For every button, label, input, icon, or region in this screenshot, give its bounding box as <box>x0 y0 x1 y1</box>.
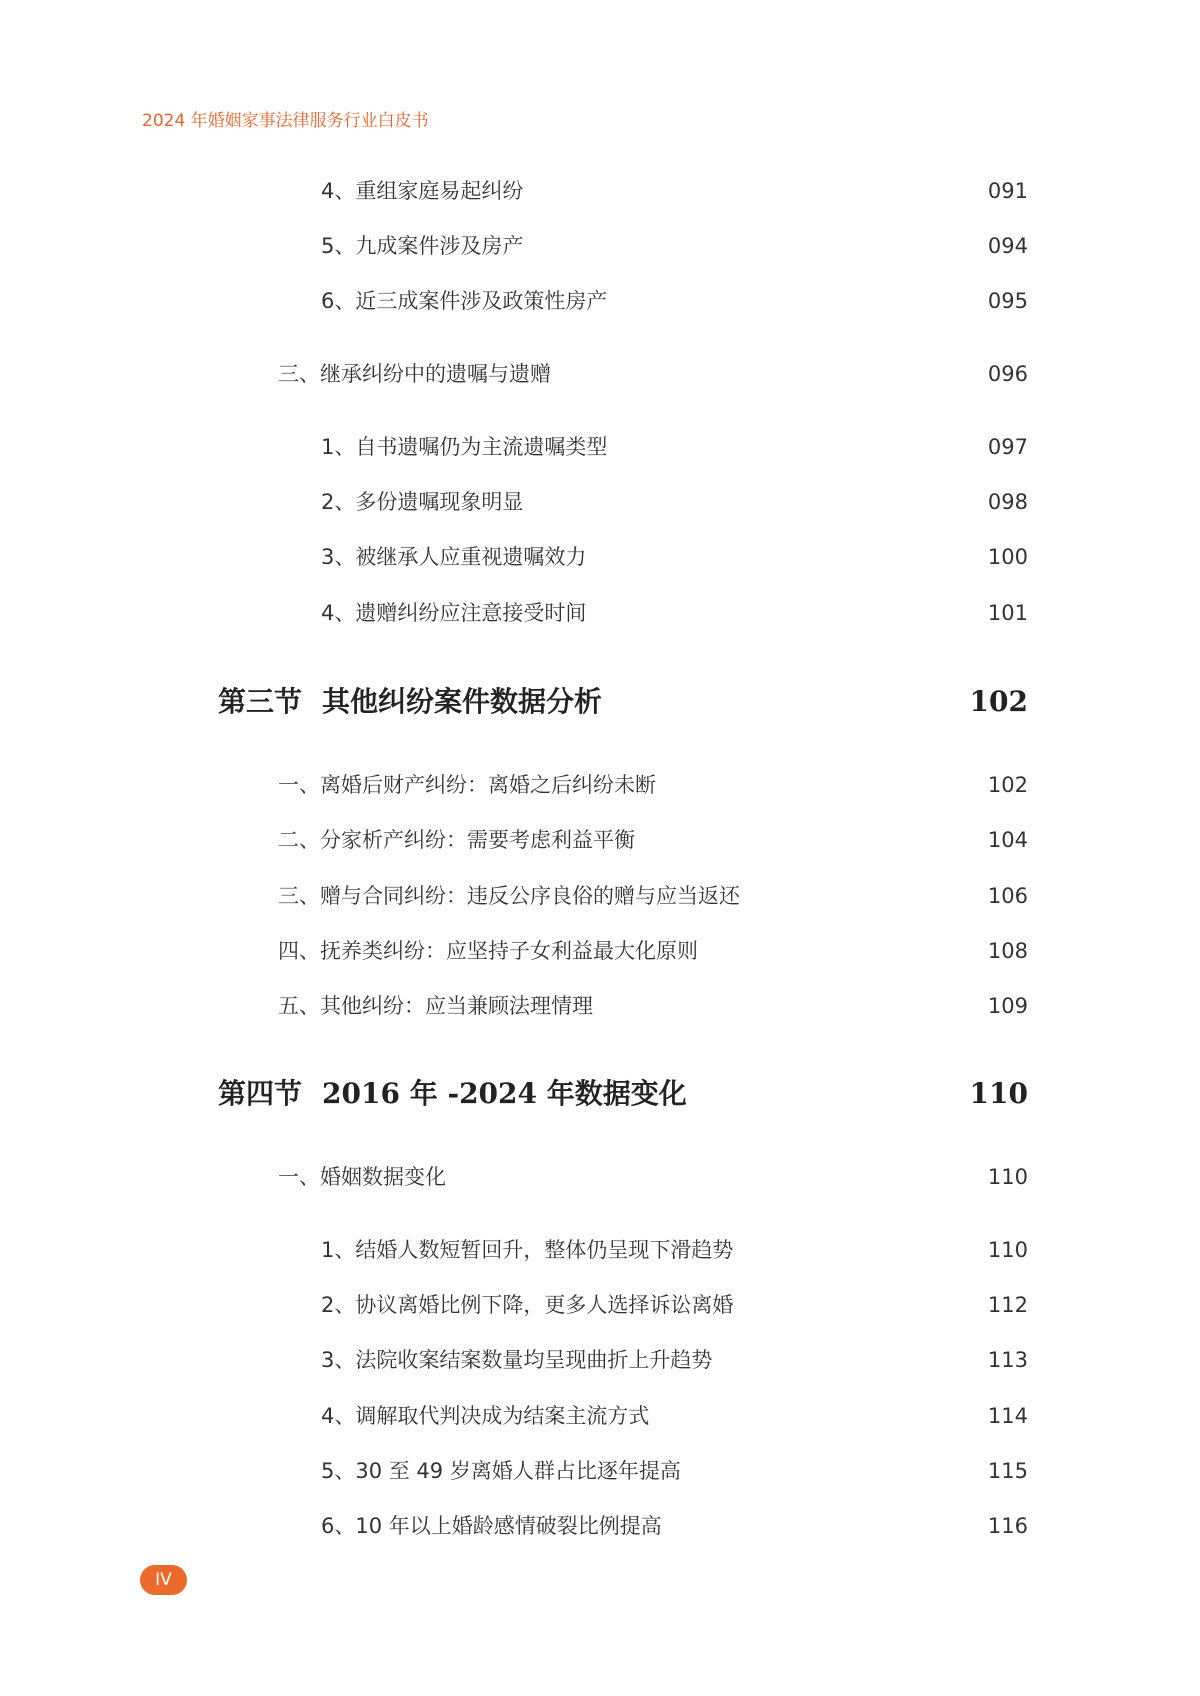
page-number-badge: IV <box>140 1565 187 1595</box>
toc-entry-label: 5、30 至 49 岁离婚人群占比逐年提高 <box>321 1459 681 1483</box>
toc-entry[interactable] <box>0 931 1200 971</box>
toc-entry-label: 4、重组家庭易起纠纷 <box>321 179 524 203</box>
toc-entry[interactable] <box>0 1230 1200 1270</box>
section-number: 第三节 <box>218 685 303 718</box>
toc-entry-page: 094 <box>987 234 1028 258</box>
toc-entry-page: 112 <box>987 1293 1028 1317</box>
toc-entry[interactable] <box>0 1506 1200 1546</box>
toc-entry-label: 四、抚养类纠纷：应坚持子女利益最大化原则 <box>278 939 698 963</box>
toc-entry[interactable] <box>0 226 1200 266</box>
toc-entry-page: 106 <box>987 884 1028 908</box>
toc-entry[interactable] <box>0 482 1200 522</box>
toc-entry-page: 101 <box>987 601 1028 625</box>
section-heading-label <box>218 678 602 726</box>
toc-entry-label: 6、近三成案件涉及政策性房产 <box>321 289 608 313</box>
toc-entry-page: 091 <box>987 179 1028 203</box>
toc-entry[interactable] <box>0 1396 1200 1436</box>
toc-entry-label: 4、遗赠纠纷应注意接受时间 <box>321 601 587 625</box>
toc-entry-page: 097 <box>987 435 1028 459</box>
toc-entry[interactable] <box>0 765 1200 805</box>
toc-entry[interactable] <box>0 171 1200 211</box>
toc-entry-label: 6、10 年以上婚龄感情破裂比例提高 <box>321 1514 662 1538</box>
toc-section-heading[interactable] <box>0 678 1200 726</box>
toc-section-heading[interactable] <box>0 1070 1200 1118</box>
toc-entry[interactable] <box>0 427 1200 467</box>
toc-entry-page: 102 <box>987 773 1028 797</box>
toc-entry-page: 095 <box>987 289 1028 313</box>
toc-entry-page: 110 <box>987 1238 1028 1262</box>
toc-entry-label: 5、九成案件涉及房产 <box>321 234 524 258</box>
toc-entry-label: 3、被继承人应重视遗嘱效力 <box>321 545 587 569</box>
toc-entry-page: 115 <box>987 1459 1028 1483</box>
toc-entry-label: 2、协议离婚比例下降，更多人选择诉讼离婚 <box>321 1293 734 1317</box>
section-title: 其他纠纷案件数据分析 <box>322 685 603 718</box>
toc-entry-page: 096 <box>987 362 1028 386</box>
running-header: 2024 年婚姻家事法律服务行业白皮书 <box>142 111 429 131</box>
toc-entry-label: 1、结婚人数短暂回升，整体仍呈现下滑趋势 <box>321 1238 734 1262</box>
section-heading-page: 102 <box>969 685 1028 718</box>
toc-entry-label: 三、继承纠纷中的遗嘱与遗赠 <box>278 362 551 386</box>
toc-entry-label: 一、婚姻数据变化 <box>278 1165 446 1189</box>
toc-entry-label: 3、法院收案结案数量均呈现曲折上升趋势 <box>321 1348 713 1372</box>
toc-entry[interactable] <box>0 986 1200 1026</box>
toc-entry-label: 二、分家析产纠纷：需要考虑利益平衡 <box>278 828 635 852</box>
toc-entry-page: 113 <box>987 1348 1028 1372</box>
toc-entry[interactable] <box>0 1285 1200 1325</box>
toc-entry-page: 114 <box>987 1404 1028 1428</box>
toc-entry[interactable] <box>0 1157 1200 1197</box>
toc-entry-page: 108 <box>987 939 1028 963</box>
toc-entry[interactable] <box>0 876 1200 916</box>
toc-entry-page: 110 <box>987 1165 1028 1189</box>
toc-entry-label: 2、多份遗嘱现象明显 <box>321 490 524 514</box>
section-heading-page: 110 <box>969 1077 1028 1110</box>
toc-entry[interactable] <box>0 593 1200 633</box>
section-title: 2016 年 -2024 年数据变化 <box>322 1077 687 1110</box>
toc-entry-label: 五、其他纠纷：应当兼顾法理情理 <box>278 994 593 1018</box>
toc-entry[interactable] <box>0 537 1200 577</box>
toc-entry[interactable] <box>0 281 1200 321</box>
toc-entry-page: 100 <box>987 545 1028 569</box>
toc-entry[interactable] <box>0 1451 1200 1491</box>
toc-entry-label: 1、自书遗嘱仍为主流遗嘱类型 <box>321 435 608 459</box>
toc-entry-page: 116 <box>987 1514 1028 1538</box>
toc-entry-label: 三、赠与合同纠纷：违反公序良俗的赠与应当返还 <box>278 884 740 908</box>
toc-entry-page: 104 <box>987 828 1028 852</box>
toc-entry[interactable] <box>0 820 1200 860</box>
toc-entry-page: 109 <box>987 994 1028 1018</box>
section-number: 第四节 <box>218 1077 303 1110</box>
toc-entry[interactable] <box>0 1340 1200 1380</box>
section-heading-label <box>218 1070 687 1118</box>
toc-entry[interactable] <box>0 354 1200 394</box>
toc-entry-label: 一、离婚后财产纠纷：离婚之后纠纷未断 <box>278 773 656 797</box>
toc-entry-label: 4、调解取代判决成为结案主流方式 <box>321 1404 650 1428</box>
toc-entry-page: 098 <box>987 490 1028 514</box>
